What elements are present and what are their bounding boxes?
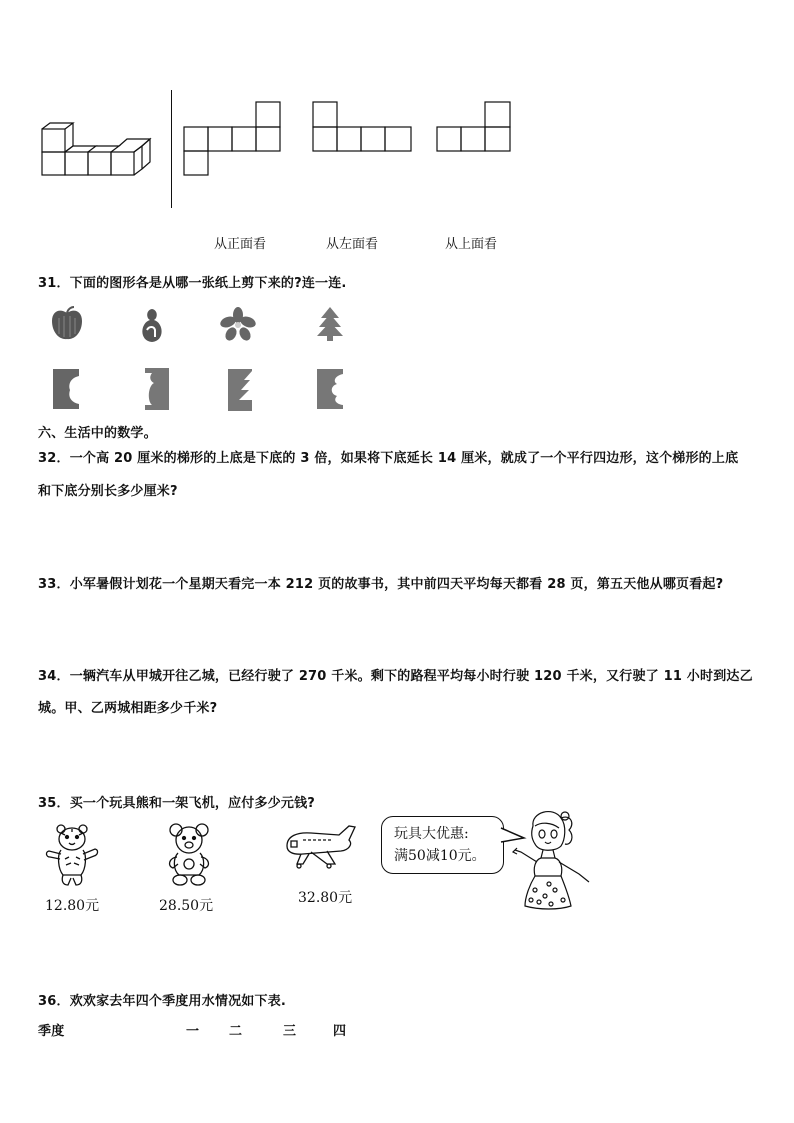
folded-paper-4-icon: [316, 368, 344, 410]
left-view-figure: [312, 101, 414, 153]
front-view-label: 从正面看: [214, 237, 267, 252]
top-view-label: 从上面看: [445, 237, 498, 252]
quarter-2: 二: [229, 1024, 243, 1039]
divider-line: [171, 90, 172, 208]
toy-tiger-icon: [43, 823, 101, 887]
price-airplane: 32.80元: [298, 890, 353, 906]
folded-paper-2-icon: [144, 367, 170, 411]
quarter-4: 四: [333, 1024, 347, 1039]
tree-cutout-icon: [316, 306, 344, 342]
question-32-line1: 32．一个高 20 厘米的梯形的上底是下底的 3 倍，如果将下底延长 14 厘米，就成了一个平行四边形，这个梯形的上底: [38, 451, 739, 466]
apple-cutout-icon: [50, 306, 84, 342]
question-36: 36．欢欢家去年四个季度用水情况如下表.: [38, 994, 287, 1009]
folded-paper-1-icon: [52, 368, 80, 410]
toy-airplane-icon: [283, 824, 357, 870]
speech-line-2: 满50减10元。: [394, 848, 486, 864]
price-bear: 28.50元: [159, 898, 214, 914]
question-31: 31．下面的图形各是从哪一张纸上剪下来的?连一连.: [38, 276, 347, 291]
cube-figure: [40, 122, 155, 178]
speech-line-1: 玩具大优惠:: [394, 826, 469, 842]
table-row-label-quarter: 季度: [38, 1024, 65, 1039]
quarter-3: 三: [283, 1024, 297, 1039]
quarter-1: 一: [186, 1024, 200, 1039]
front-view-figure: [183, 101, 283, 177]
question-35: 35．买一个玩具熊和一架飞机，应付多少元钱?: [38, 796, 316, 811]
section-6-title: 六、生活中的数学。: [38, 426, 157, 441]
folded-paper-3-icon: [227, 368, 253, 412]
question-33: 33．小军暑假计划花一个星期天看完一本 212 页的故事书，其中前四天平均每天都看 28 页，第五天他从哪页看起?: [38, 577, 724, 592]
speech-bubble: [381, 816, 504, 874]
left-view-label: 从左面看: [326, 237, 379, 252]
question-34-line2: 城。甲、乙两城相距多少千米?: [38, 701, 218, 716]
question-34-line1: 34．一辆汽车从甲城开往乙城，已经行驶了 270 千米。剩下的路程平均每小时行驶 120 千米，又行驶了 11 小时到达乙: [38, 669, 753, 684]
top-view-figure: [436, 101, 514, 153]
price-tiger: 12.80元: [45, 898, 100, 914]
toy-bear-icon: [163, 822, 215, 888]
gourd-cutout-icon: [137, 304, 167, 344]
question-32-line2: 和下底分别长多少厘米?: [38, 484, 178, 499]
flower-cutout-icon: [220, 307, 256, 341]
girl-illustration: [505, 806, 593, 918]
